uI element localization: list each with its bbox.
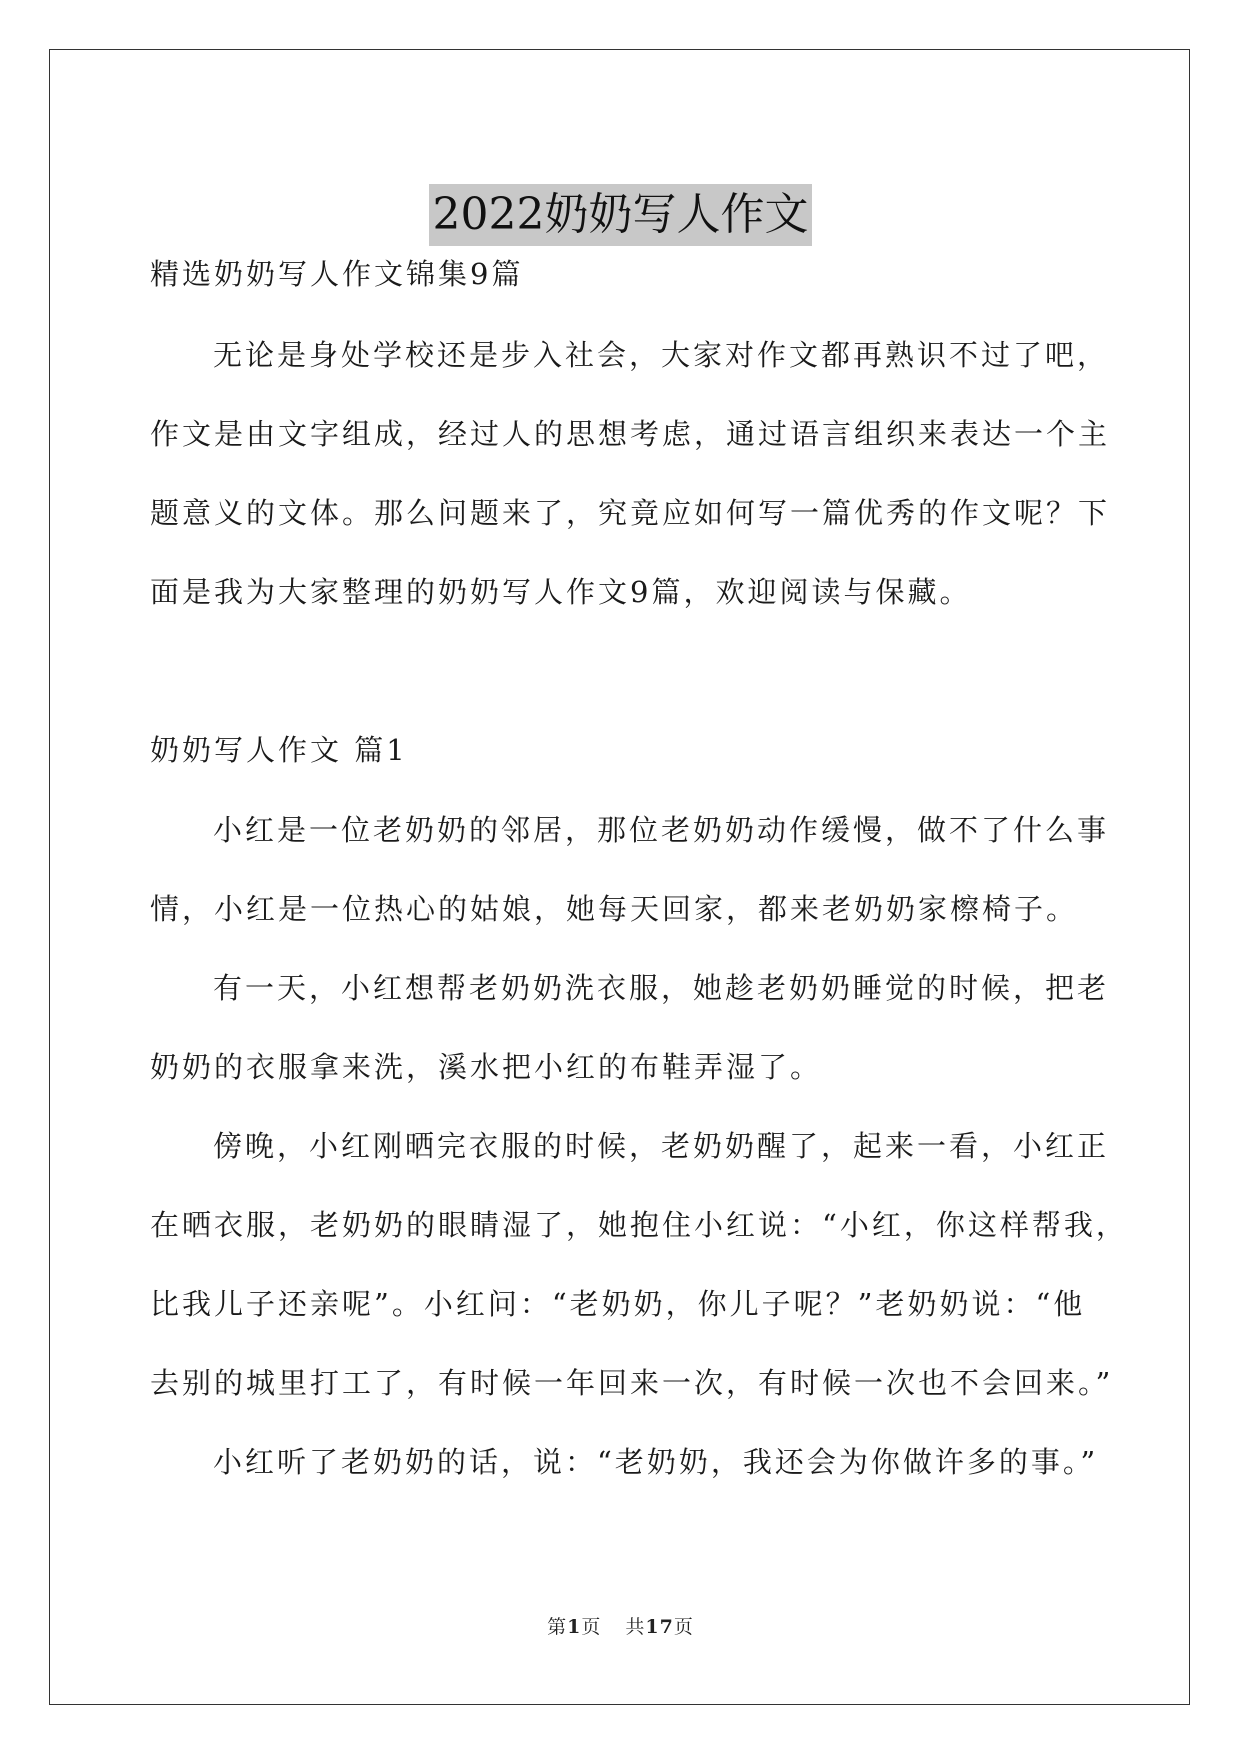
- text-line: 比我儿子还亲呢”。小红问：“老奶奶，你儿子呢？”老奶奶说：“他: [150, 1287, 1086, 1321]
- text-line: 傍晚，小红刚晒完衣服的时候，老奶奶醒了，起来一看，小红正: [213, 1129, 1110, 1163]
- text-line: 作文是由文字组成，经过人的思想考虑，通过语言组织来表达一个主: [150, 417, 1111, 451]
- text-line: 面是我为大家整理的奶奶写人作文9篇，欢迎阅读与保藏。: [150, 575, 972, 609]
- document-subtitle: 精选奶奶写人作文锦集9篇: [150, 257, 524, 291]
- document-title: 2022奶奶写人作文: [429, 184, 813, 246]
- text-line: 情，小红是一位热心的姑娘，她每天回家，都来老奶奶家檫椅子。: [150, 892, 1079, 926]
- text-line: 在晒衣服，老奶奶的眼睛湿了，她抱住小红说：“小红，你这样帮我，: [150, 1208, 1128, 1242]
- total-suffix: 页: [673, 1616, 694, 1638]
- page-prefix: 第: [547, 1616, 568, 1638]
- total-prefix: 共: [625, 1616, 646, 1638]
- body-paragraph: [150, 1423, 1099, 1502]
- text-line: 去别的城里打工了，有时候一年回来一次，有时候一次也不会回来。”: [150, 1366, 1114, 1400]
- body-paragraph: [150, 949, 1110, 1107]
- text-line: 奶奶的衣服拿来洗，溪水把小红的布鞋弄湿了。: [150, 1050, 823, 1084]
- section-heading: 奶奶写人作文 篇1: [150, 733, 408, 767]
- text-line: 小红是一位老奶奶的邻居，那位老奶奶动作缓慢，做不了什么事: [213, 813, 1110, 847]
- text-line: 无论是身处学校还是步入社会，大家对作文都再熟识不过了吧，: [213, 338, 1110, 372]
- text-line: 有一天，小红想帮老奶奶洗衣服，她趁老奶奶睡觉的时候，把老: [213, 971, 1110, 1005]
- page-footer: [0, 1612, 1241, 1639]
- page-suffix: 页: [581, 1616, 602, 1638]
- intro-paragraph: [150, 316, 1111, 632]
- body-paragraph: [150, 1107, 1128, 1423]
- body-paragraph: [150, 791, 1110, 949]
- current-page-number: 1: [567, 1616, 582, 1638]
- total-page-count: 17: [645, 1616, 674, 1638]
- document-body: [150, 235, 1128, 1502]
- text-line: 小红听了老奶奶的话，说：“老奶奶，我还会为你做许多的事。”: [213, 1445, 1099, 1479]
- text-line: 题意义的文体。那么问题来了，究竟应如何写一篇优秀的作文呢？下: [150, 496, 1111, 530]
